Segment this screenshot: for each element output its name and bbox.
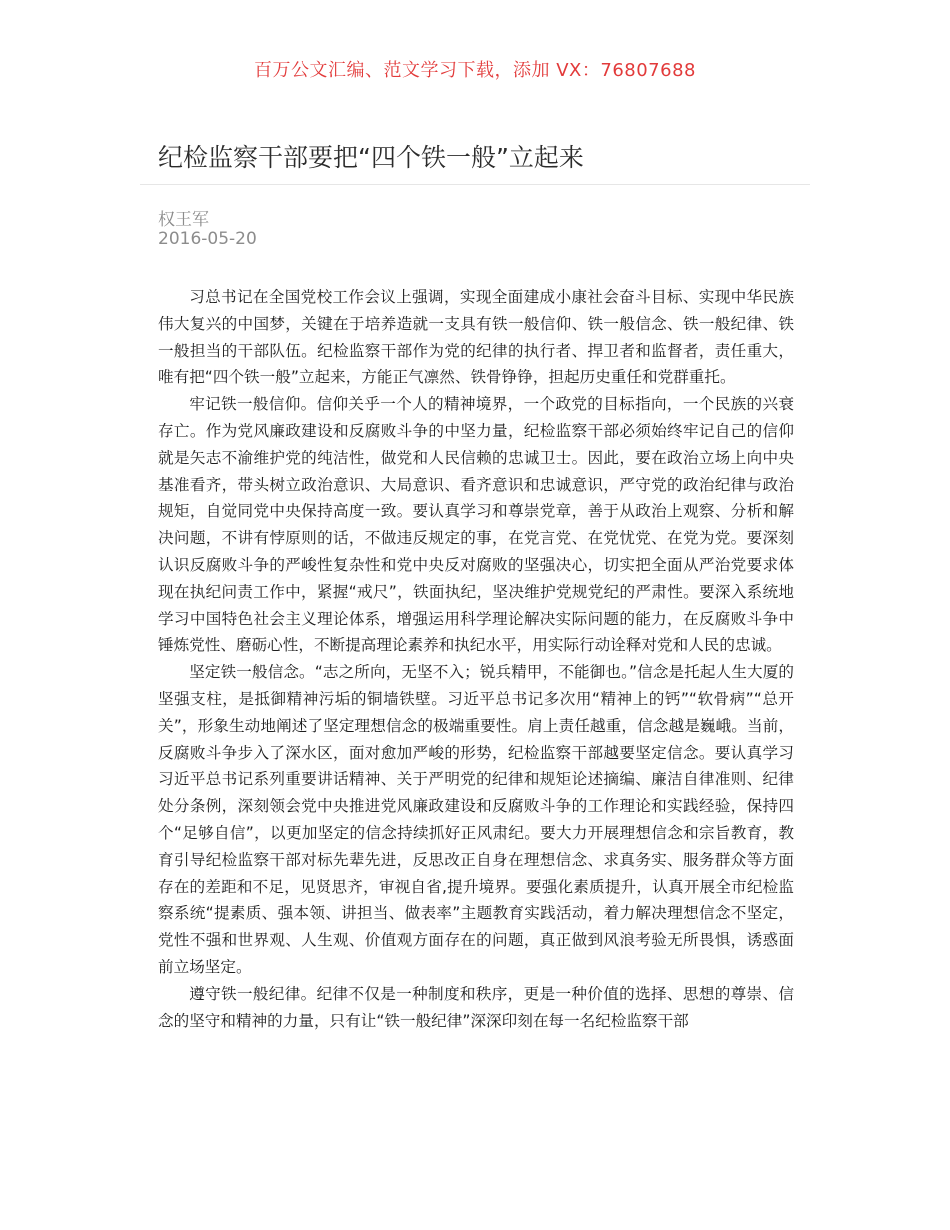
article-date: 2016-05-20 (158, 229, 257, 249)
article-body (158, 284, 794, 1034)
article-title: 纪检监察干部要把“四个铁一般”立起来 (158, 143, 584, 172)
article-author: 权王军 (158, 210, 209, 230)
paragraph-intro: 习总书记在全国党校工作会议上强调，实现全面建成小康社会奋斗目标、实现中华民族伟大复兴的中国梦，关键在于培养造就一支具有铁一般信仰、铁一般信念、铁一般纪律、铁一般担当的干部队伍。纪检监察干部作为党的纪律的执行者、捍卫者和监督者，责任重大，唯有把“四个铁一般”立起来，方能正气凛然、铁骨铮铮，担起历史重任和党群重托。 (158, 288, 794, 387)
paragraph-belief: 牢记铁一般信仰。信仰关乎一个人的精神境界，一个政党的目标指向，一个民族的兴衰存亡。作为党风廉政建设和反腐败斗争的中坚力量，纪检监察干部必须始终牢记自己的信仰就是矢志不渝维护党的纯洁性，做党和人民信赖的忠诚卫士。因此，要在政治立场上向中央基准看齐，带头树立政治意识、大局意识、看齐意识和忠诚意识，严守党的政治纪律与政治规矩，自觉同党中央保持高度一致。要认真学习和尊崇党章，善于从政治上观察、分析和解决问题，不讲有悖原则的话，不做违反规定的事，在党言党、在党忧党、在党为党。要深刻认识反腐败斗争的严峻性复杂性和党中央反对腐败的坚强决心，切实把全面从严治党要求体现在执纪问责工作中，紧握“戒尺”，铁面执纪，坚决维护党规党纪的严肃性。要深入系统地学习中国特色社会主义理论体系，增强运用科学理论解决实际问题的能力，在反腐败斗争中锤炼党性、磨砺心性，不断提高理论素养和执纪水平，用实际行动诠释对党和人民的忠诚。 (158, 395, 794, 655)
header-banner: 百万公文汇编、范文学习下载，添加 VX：76807688 (254, 60, 696, 81)
paragraph-discipline: 遵守铁一般纪律。纪律不仅是一种制度和秩序，更是一种价值的选择、思想的尊崇、信念的坚守和精神的力量，只有让“铁一般纪律”深深印刻在每一名纪检监察干部 (158, 984, 794, 1030)
paragraph-conviction: 坚定铁一般信念。“志之所向，无坚不入；锐兵精甲，不能御也。”信念是托起人生大厦的坚强支柱，是抵御精神污垢的铜墙铁壁。习近平总书记多次用“精神上的钙”“软骨病”“总开关”，形象生动地阐述了坚定理想信念的极端重要性。肩上责任越重，信念越是巍峨。当前，反腐败斗争步入了深水区，面对愈加严峻的形势，纪检监察干部越要坚定信念。要认真学习习近平总书记系列重要讲话精神、关于严明党的纪律和规矩论述摘编、廉洁自律准则、纪律处分条例，深刻领会党中央推进党风廉政建设和反腐败斗争的工作理论和实践经验，保持四个“足够自信”，以更加坚定的信念持续抓好正风肃纪。要大力开展理想信念和宗旨教育，教育引导纪检监察干部对标先辈先进，反思改正自身在理想信念、求真务实、服务群众等方面存在的差距和不足，见贤思齐，审视自省,提升境界。要强化素质提升，认真开展全市纪检监察系统“提素质、强本领、讲担当、做表率”主题教育实践活动，着力解决理想信念不坚定，党性不强和世界观、人生观、价值观方面存在的问题，真正做到风浪考验无所畏惧，诱惑面前立场坚定。 (158, 663, 794, 976)
title-divider (140, 184, 810, 185)
